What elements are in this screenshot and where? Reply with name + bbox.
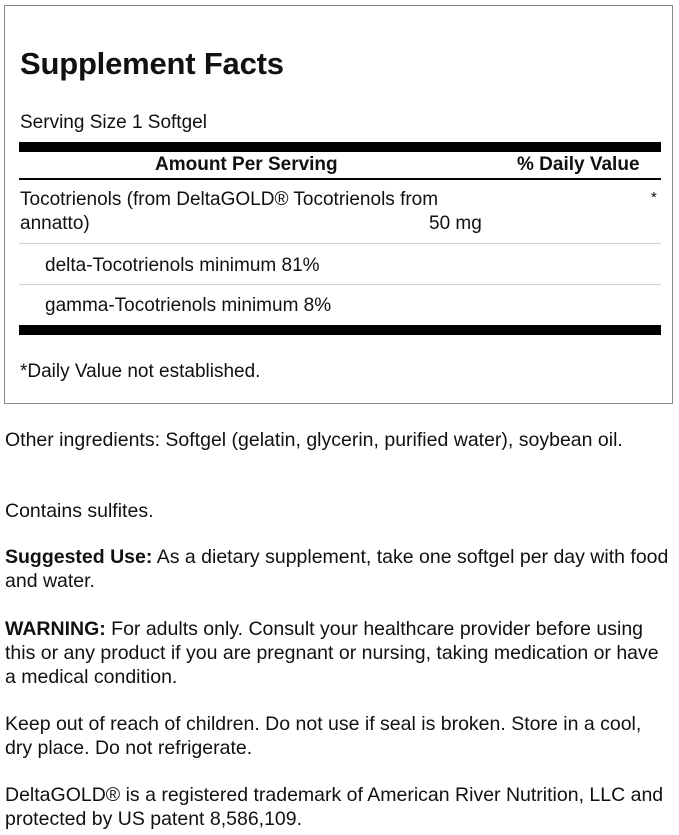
other-ingredients: Other ingredients: Softgel (gelatin, glycerin, purified water), soybean oil.: [5, 429, 623, 451]
sub-ingredient-gamma: gamma-Tocotrienols minimum 8%: [45, 295, 332, 316]
trademark-notice: DeltaGOLD® is a registered trademark of American River Nutrition, LLC and protected by US patent 8,586,109.: [5, 784, 664, 830]
row-separator: [19, 243, 661, 244]
header-amount-per-serving: Amount Per Serving: [155, 154, 338, 175]
ingredient-amount: 50 mg: [429, 213, 482, 234]
top-thick-rule: [19, 142, 661, 152]
facts-title: Supplement Facts: [20, 46, 284, 81]
daily-value-footnote: *Daily Value not established.: [20, 361, 261, 382]
suggested-use-label: Suggested Use:: [5, 546, 153, 568]
ingredient-name-line1: Tocotrienols (from DeltaGOLD® Tocotrienols from: [20, 189, 439, 210]
contains-sulfites: Contains sulfites.: [5, 500, 154, 522]
warning-text: For adults only. Consult your healthcare provider before using this or any product if you are pregnant or nursing, taking medication or have a medical condition.: [5, 618, 659, 688]
header-rule: [19, 178, 661, 180]
row-separator: [19, 284, 661, 285]
supplement-facts-panel: [4, 5, 673, 404]
storage-instructions: Keep out of reach of children. Do not use if seal is broken. Store in a cool, dry place. Do not refrigerate.: [5, 713, 642, 759]
header-daily-value: % Daily Value: [517, 154, 640, 175]
warning: [5, 617, 670, 689]
suggested-use-text: As a dietary supplement, take one softgel per day with food and water.: [5, 546, 669, 592]
warning-label: WARNING:: [5, 618, 106, 640]
ingredient-name-line2: annatto): [20, 213, 90, 234]
serving-size: Serving Size 1 Softgel: [20, 112, 207, 133]
ingredient-daily-value: *: [651, 189, 657, 206]
sub-ingredient-delta: delta-Tocotrienols minimum 81%: [45, 255, 320, 276]
bottom-thick-rule: [19, 325, 661, 335]
suggested-use: [5, 545, 670, 593]
